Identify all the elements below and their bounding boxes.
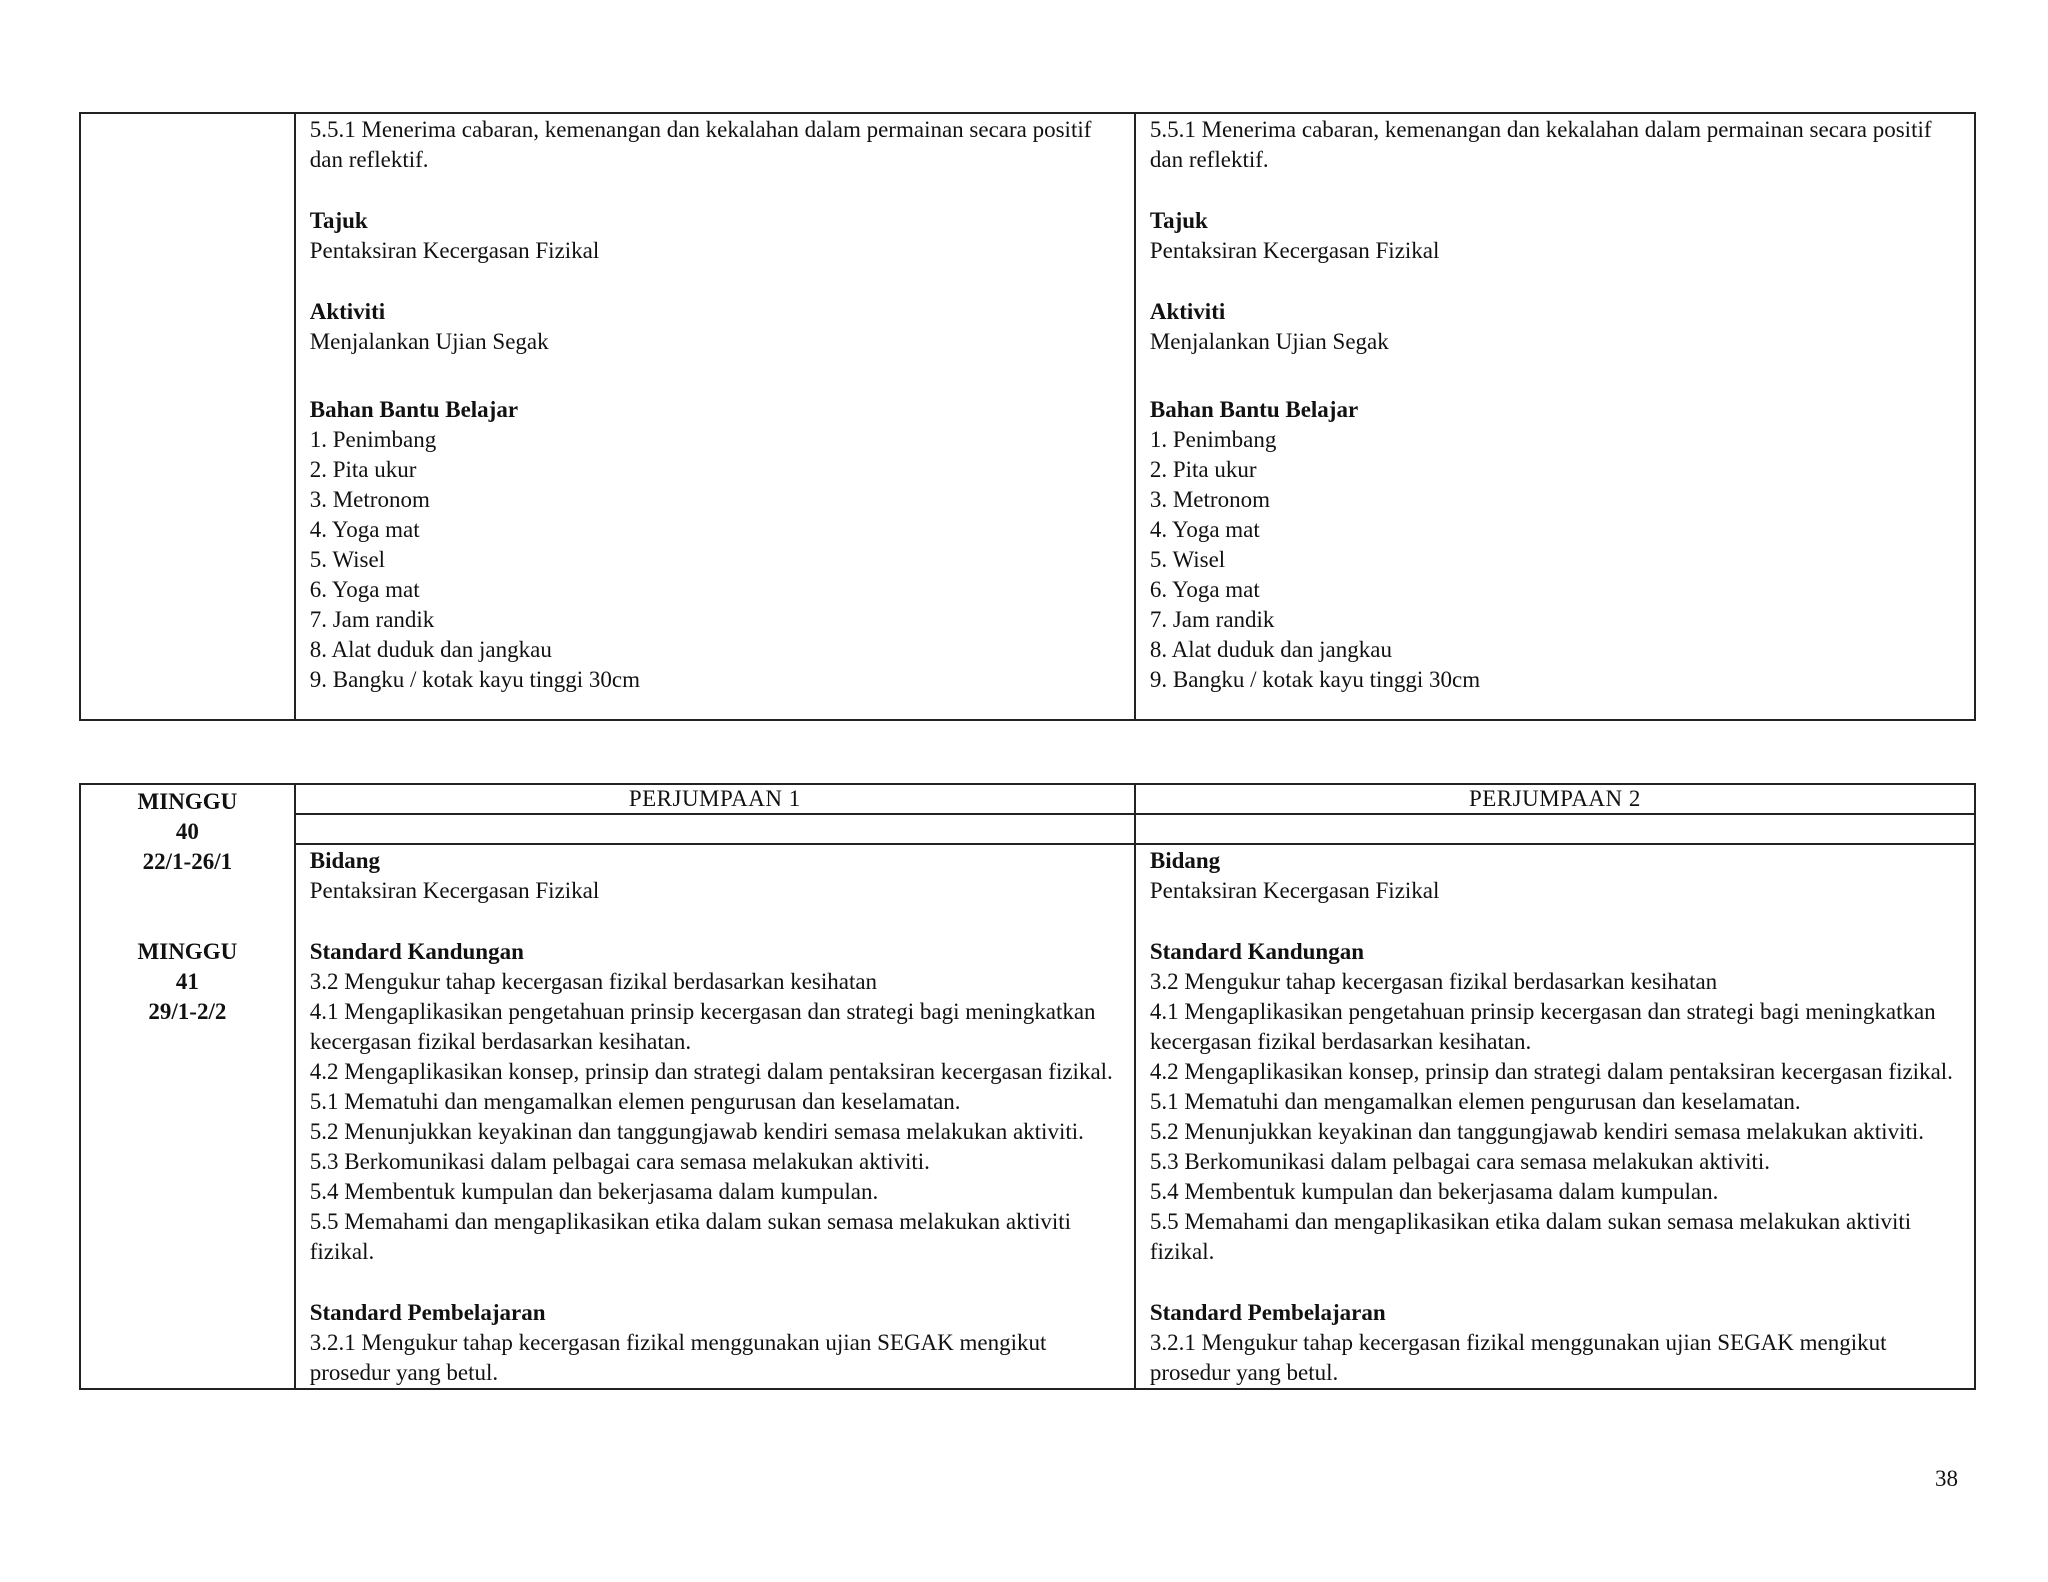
list-item: 4.2 Mengaplikasikan konsep, prinsip dan strategi dalam pentaksiran kecergasan fizikal. bbox=[1149, 1059, 1953, 1084]
list-item: 5.2 Menunjukkan keyakinan dan tanggungjawab kendiri semasa melakukan aktiviti. bbox=[309, 1119, 1084, 1144]
list-item: 1. Penimbang bbox=[309, 427, 437, 452]
lesson-table-continued bbox=[79, 112, 1976, 721]
list-item: 5. Wisel bbox=[309, 547, 386, 572]
list-item: 5. Wisel bbox=[1149, 547, 1226, 572]
standard-pembelajaran-value: 3.2.1 Mengukur tahap kecergasan fizikal menggunakan ujian SEGAK mengikut prosedur yang betul. bbox=[1149, 1330, 1887, 1385]
tajuk-heading: Tajuk bbox=[1149, 208, 1208, 233]
perjumpaan-2-content bbox=[1135, 844, 1975, 1389]
list-item: 5.3 Berkomunikasi dalam pelbagai cara semasa melakukan aktiviti. bbox=[1149, 1149, 1771, 1174]
list-item: 5.4 Membentuk kumpulan dan bekerjasama dalam kumpulan. bbox=[309, 1179, 879, 1204]
bahan-heading: Bahan Bantu Belajar bbox=[309, 397, 519, 422]
list-item: 7. Jam randik bbox=[309, 607, 435, 632]
bidang-value: Pentaksiran Kecergasan Fizikal bbox=[1149, 878, 1440, 903]
perjumpaan-2-content bbox=[1135, 113, 1975, 720]
lesson-table-week-40-41 bbox=[79, 783, 1976, 1390]
table-header-row bbox=[80, 784, 1975, 814]
list-item: 6. Yoga mat bbox=[1149, 577, 1260, 602]
list-item: 5.5 Memahami dan mengaplikasikan etika dalam sukan semasa melakukan aktiviti fizikal. bbox=[1149, 1209, 1912, 1264]
standard-kandungan-heading: Standard Kandungan bbox=[1149, 939, 1364, 964]
standard-pembelajaran-heading: Standard Pembelajaran bbox=[1149, 1300, 1386, 1325]
list-item: 9. Bangku / kotak kayu tinggi 30cm bbox=[1149, 667, 1481, 692]
list-item: 7. Jam randik bbox=[1149, 607, 1275, 632]
list-item: 3.2 Mengukur tahap kecergasan fizikal berdasarkan kesihatan bbox=[309, 969, 878, 994]
tajuk-heading: Tajuk bbox=[309, 208, 368, 233]
page-number: 38 bbox=[1935, 1466, 1958, 1491]
bahan-heading: Bahan Bantu Belajar bbox=[1149, 397, 1359, 422]
aktiviti-value: Menjalankan Ujian Segak bbox=[1149, 329, 1389, 354]
week-date-range: 29/1-2/2 bbox=[148, 999, 227, 1024]
aktiviti-heading: Aktiviti bbox=[309, 299, 386, 324]
standard-kandungan-list bbox=[310, 967, 1120, 1267]
list-item: 3. Metronom bbox=[1149, 487, 1270, 512]
list-item: 4.1 Mengaplikasikan pengetahuan prinsip kecergasan dan strategi bagi meningkatkan kecergasan fizikal berdasarkan kesihatan. bbox=[1149, 999, 1936, 1054]
table-row-empty bbox=[80, 814, 1975, 844]
week-label: MINGGU bbox=[137, 939, 238, 964]
list-item: 4.2 Mengaplikasikan konsep, prinsip dan strategi dalam pentaksiran kecergasan fizikal. bbox=[309, 1059, 1113, 1084]
empty-cell bbox=[295, 814, 1135, 844]
standard-pembelajaran-heading: Standard Pembelajaran bbox=[309, 1300, 546, 1325]
list-item: 1. Penimbang bbox=[1149, 427, 1277, 452]
week-cell-empty bbox=[80, 113, 295, 720]
bidang-heading: Bidang bbox=[309, 848, 381, 873]
standard-pembelajaran-value: 3.2.1 Mengukur tahap kecergasan fizikal menggunakan ujian SEGAK mengikut prosedur yang betul. bbox=[309, 1330, 1047, 1385]
perjumpaan-1-content bbox=[295, 113, 1135, 720]
list-item: 5.3 Berkomunikasi dalam pelbagai cara semasa melakukan aktiviti. bbox=[309, 1149, 930, 1174]
list-item: 9. Bangku / kotak kayu tinggi 30cm bbox=[309, 667, 640, 692]
empty-cell bbox=[1135, 814, 1975, 844]
week-number: 41 bbox=[175, 969, 199, 994]
week-number: 40 bbox=[175, 819, 199, 844]
week-date-range: 22/1-26/1 bbox=[142, 849, 233, 874]
list-item: 8. Alat duduk dan jangkau bbox=[1149, 637, 1392, 662]
list-item: 4.1 Mengaplikasikan pengetahuan prinsip kecergasan dan strategi bagi meningkatkan kecergasan fizikal berdasarkan kesihatan. bbox=[309, 999, 1096, 1054]
list-item: 4. Yoga mat bbox=[309, 517, 420, 542]
learning-standard-text: 5.5.1 Menerima cabaran, kemenangan dan kekalahan dalam permainan secara positif dan reflektif. bbox=[1149, 117, 1932, 172]
list-item: 5.1 Mematuhi dan mengamalkan elemen pengurusan dan keselamatan. bbox=[1149, 1089, 1801, 1114]
list-item: 4. Yoga mat bbox=[1149, 517, 1260, 542]
list-item: 2. Pita ukur bbox=[1149, 457, 1257, 482]
table-row bbox=[80, 113, 1975, 720]
aktiviti-heading: Aktiviti bbox=[1149, 299, 1226, 324]
list-item: 5.4 Membentuk kumpulan dan bekerjasama dalam kumpulan. bbox=[1149, 1179, 1719, 1204]
tajuk-value: Pentaksiran Kecergasan Fizikal bbox=[309, 238, 600, 263]
tajuk-value: Pentaksiran Kecergasan Fizikal bbox=[1149, 238, 1440, 263]
list-item: 3. Metronom bbox=[309, 487, 430, 512]
aktiviti-value: Menjalankan Ujian Segak bbox=[309, 329, 549, 354]
header-perjumpaan-1: PERJUMPAAN 1 bbox=[295, 784, 1135, 814]
perjumpaan-1-content bbox=[295, 844, 1135, 1389]
list-item: 5.1 Mematuhi dan mengamalkan elemen pengurusan dan keselamatan. bbox=[309, 1089, 961, 1114]
table-row bbox=[80, 844, 1975, 1389]
learning-standard-text: 5.5.1 Menerima cabaran, kemenangan dan kekalahan dalam permainan secara positif dan reflektif. bbox=[309, 117, 1092, 172]
list-item: 8. Alat duduk dan jangkau bbox=[309, 637, 552, 662]
standard-kandungan-list bbox=[1150, 967, 1960, 1267]
list-item: 3.2 Mengukur tahap kecergasan fizikal berdasarkan kesihatan bbox=[1149, 969, 1718, 994]
list-item: 2. Pita ukur bbox=[309, 457, 417, 482]
bahan-list bbox=[1150, 425, 1960, 695]
list-item: 6. Yoga mat bbox=[309, 577, 420, 602]
week-cell bbox=[80, 784, 295, 1389]
week-label: MINGGU bbox=[137, 789, 238, 814]
standard-kandungan-heading: Standard Kandungan bbox=[309, 939, 524, 964]
header-perjumpaan-2: PERJUMPAAN 2 bbox=[1135, 784, 1975, 814]
list-item: 5.2 Menunjukkan keyakinan dan tanggungjawab kendiri semasa melakukan aktiviti. bbox=[1149, 1119, 1924, 1144]
bidang-heading: Bidang bbox=[1149, 848, 1221, 873]
list-item: 5.5 Memahami dan mengaplikasikan etika dalam sukan semasa melakukan aktiviti fizikal. bbox=[309, 1209, 1072, 1264]
bidang-value: Pentaksiran Kecergasan Fizikal bbox=[309, 878, 600, 903]
bahan-list bbox=[310, 425, 1120, 695]
